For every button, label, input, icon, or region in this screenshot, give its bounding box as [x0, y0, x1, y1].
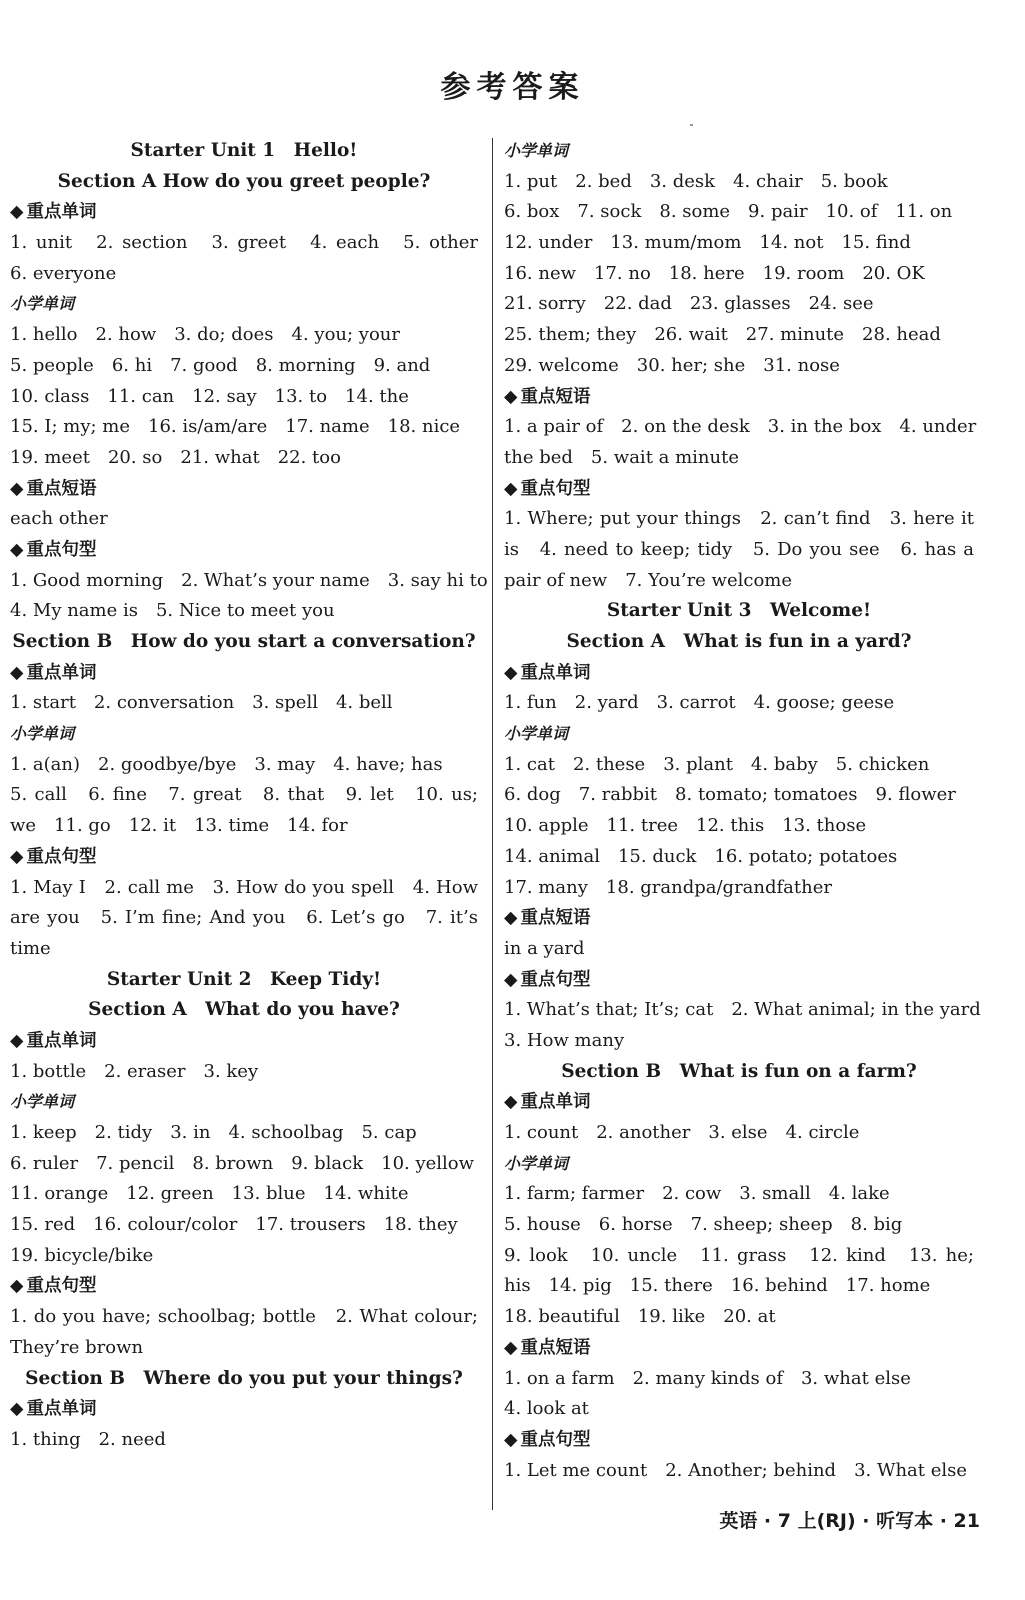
answer-line: 1. on a farm 2. many kinds of 3. what else [504, 1367, 911, 1389]
answer-line: 15. red 16. colour/color 17. trousers 18. they [10, 1214, 458, 1236]
category-heading: ◆ 重点短语 [10, 474, 478, 505]
answer-line: in a yard [504, 937, 585, 959]
answer-line: 11. orange 12. green 13. blue 14. white [10, 1183, 409, 1205]
answer-line: 6. ruler 7. pencil 8. brown 9. black 10. yellow [10, 1152, 475, 1174]
section-title: Section B What is fun on a farm? [561, 1060, 917, 1082]
answer-line: 18. beautiful 19. like 20. at [504, 1306, 776, 1328]
answer-line: 16. new 17. no 18. here 19. room 20. OK [504, 262, 925, 284]
answer-line: his 14. pig 15. there 16. behind 17. home [504, 1275, 931, 1297]
unit-title: Starter Unit 1 Hello! [130, 140, 358, 161]
answer-line: 1. fun 2. yard 3. carrot 4. goose; geese [504, 692, 895, 714]
answer-line: 17. many 18. grandpa/grandfather [504, 876, 832, 898]
answer-line: each other [10, 508, 108, 530]
answer-line: pair of new 7. You’re welcome [504, 569, 793, 591]
answer-line: 1. Where; put your things 2. can’t find 3. here it [504, 508, 974, 530]
answer-line: 1. What’s that; It’s; cat 2. What animal; in the yard [504, 999, 981, 1021]
answer-line: 29. welcome 30. her; she 31. nose [504, 354, 840, 376]
subcategory-heading: 小学单词 [10, 724, 75, 744]
category-heading: ◆ 重点句型 [504, 474, 974, 505]
category-heading: ◆ 重点单词 [10, 197, 478, 228]
answer-line: 1. a pair of 2. on the desk 3. in the box 4. under [504, 416, 977, 438]
section-title: Section A How do you greet people? [57, 170, 431, 192]
category-heading: ◆ 重点短语 [504, 382, 974, 413]
answer-line: 1. count 2. another 3. else 4. circle [504, 1122, 860, 1143]
section-title: Section B Where do you put your things? [25, 1367, 463, 1389]
answer-line: we 11. go 12. it 13. time 14. for [10, 815, 348, 837]
category-heading: ◆ 重点单词 [504, 658, 974, 689]
subcategory-heading: 小学单词 [10, 294, 75, 314]
answer-line: 3. How many [504, 1029, 625, 1051]
subcategory-heading: 小学单词 [504, 141, 569, 160]
category-heading: ◆ 重点单词 [10, 658, 478, 689]
answer-line: 4. My name is 5. Nice to meet you [10, 600, 335, 622]
page-title: 参考答案 [440, 70, 585, 105]
answer-line: 5. call 6. fine 7. great 8. that 9. let 10. us; [10, 784, 478, 806]
category-heading: ◆ 重点句型 [10, 1271, 478, 1302]
answer-line: 25. them; they 26. wait 27. minute 28. head [504, 324, 941, 346]
section-title: Section B How do you start a conversation? [12, 631, 476, 652]
subcategory-heading: 小学单词 [504, 724, 569, 744]
answer-line: 1. a(an) 2. goodbye/bye 3. may 4. have; has [10, 753, 443, 775]
category-heading: ◆ 重点单词 [10, 1026, 478, 1057]
unit-title: Starter Unit 2 Keep Tidy! [106, 968, 382, 990]
answer-line: 1. do you have; schoolbag; bottle 2. What colour; [10, 1306, 478, 1328]
unit-title: Starter Unit 3 Welcome! [606, 600, 872, 622]
answer-line: 14. animal 15. duck 16. potato; potatoes [504, 845, 898, 867]
category-heading: ◆ 重点句型 [10, 535, 478, 566]
answer-line: 1. hello 2. how 3. do; does 4. you; your [10, 324, 400, 346]
answer-line: is 4. need to keep; tidy 5. Do you see 6. has a [504, 538, 974, 560]
answer-line: 6. box 7. sock 8. some 9. pair 10. of 11. on [504, 201, 953, 223]
answer-line: 1. Let me count 2. Another; behind 3. What else [504, 1459, 968, 1481]
answer-line: 1. unit 2. section 3. greet 4. each 5. other [10, 232, 478, 254]
scan-speck [690, 124, 693, 126]
page-footer: 英语 · 7 上(RJ) · 听写本 · 21 [719, 1510, 980, 1532]
answer-line: 1. start 2. conversation 3. spell 4. bell [10, 692, 393, 714]
answer-line: are you 5. I’m fine; And you 6. Let’s go 7. it’s [10, 907, 478, 929]
answer-line: They’re brown [10, 1336, 144, 1358]
answer-line: 10. class 11. can 12. say 13. to 14. the [10, 385, 409, 407]
column-divider [492, 138, 493, 1510]
category-heading: ◆ 重点单词 [10, 1394, 478, 1425]
answer-line: 1. thing 2. need [10, 1428, 166, 1450]
answer-line: 15. I; my; me 16. is/am/are 17. name 18. nice [10, 416, 461, 438]
answer-line: 6. dog 7. rabbit 8. tomato; tomatoes 9. flower [504, 784, 956, 806]
subcategory-heading: 小学单词 [504, 1153, 569, 1173]
left-column [10, 136, 488, 1456]
category-heading: ◆ 重点短语 [504, 1333, 974, 1364]
subcategory-heading: 小学单词 [10, 1092, 75, 1112]
right-column [504, 136, 981, 1486]
answer-line: 4. look at [504, 1398, 589, 1420]
answer-line: 9. look 10. uncle 11. grass 12. kind 13. he; [504, 1244, 974, 1266]
category-heading: ◆ 重点短语 [504, 903, 974, 934]
answer-line: 1. farm; farmer 2. cow 3. small 4. lake [504, 1183, 890, 1205]
answer-line: 5. people 6. hi 7. good 8. morning 9. and [10, 354, 431, 376]
answer-line: 1. May I 2. call me 3. How do you spell 4. How [10, 876, 478, 898]
answer-line: 1. bottle 2. eraser 3. key [10, 1060, 259, 1082]
answer-line: the bed 5. wait a minute [504, 446, 739, 468]
answer-line: time [10, 937, 51, 959]
category-heading: ◆ 重点句型 [10, 842, 478, 873]
answer-line: 10. apple 11. tree 12. this 13. those [504, 815, 867, 837]
answer-line: 19. bicycle/bike [10, 1244, 154, 1266]
section-title: Section A What is fun in a yard? [566, 631, 912, 652]
answer-line: 1. put 2. bed 3. desk 4. chair 5. book [504, 170, 888, 192]
category-heading: ◆ 重点句型 [504, 1425, 974, 1456]
category-heading: ◆ 重点单词 [504, 1087, 974, 1118]
category-heading: ◆ 重点句型 [504, 965, 974, 996]
answer-line: 6. everyone [10, 262, 117, 284]
answer-line: 19. meet 20. so 21. what 22. too [10, 446, 341, 468]
answer-line: 1. cat 2. these 3. plant 4. baby 5. chicken [504, 753, 930, 775]
answer-line: 5. house 6. horse 7. sheep; sheep 8. big [504, 1214, 903, 1236]
answer-line: 1. Good morning 2. What’s your name 3. say hi to [10, 569, 488, 591]
answer-line: 12. under 13. mum/mom 14. not 15. find [504, 232, 911, 254]
answer-line: 21. sorry 22. dad 23. glasses 24. see [504, 293, 874, 315]
answer-line: 1. keep 2. tidy 3. in 4. schoolbag 5. cap [10, 1122, 417, 1143]
section-title: Section A What do you have? [88, 999, 400, 1021]
